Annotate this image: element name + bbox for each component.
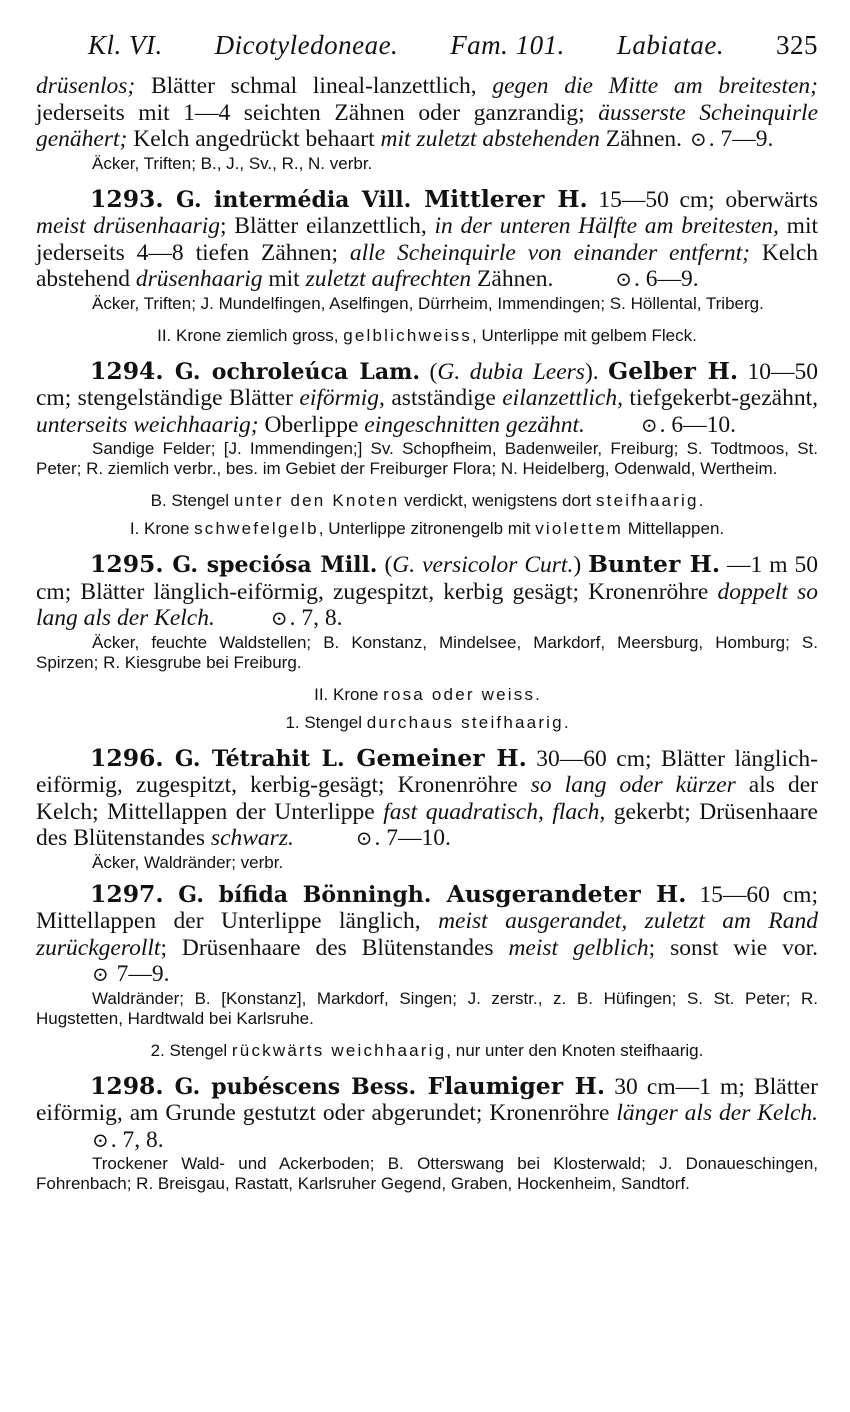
key-heading-II-rose: II. Krone rosa oder weiss.	[314, 684, 540, 704]
annual-symbol-icon: ⊙	[615, 269, 633, 291]
localities-1296: Äcker, Waldränder; verbr.	[92, 852, 284, 872]
header-class: Kl. VI.	[88, 30, 163, 60]
key-heading-1-stiff-haired: 1. Stengel durchaus steifhaarig.	[285, 712, 569, 732]
page-number: 325	[775, 30, 818, 60]
localities-1297: Waldränder; B. [Konstanz], Markdorf, Singen; J. zerstr., z. B. Hüfingen; S. St. Peter; R. Hugstetten, Hardtwald bei Karlsruhe.	[36, 988, 818, 1028]
continued-entry-localities: Äcker, Triften; B., J., Sv., R., N. verbr.	[92, 153, 373, 173]
localities-1293: Äcker, Triften; J. Mundelfingen, Aselfingen, Dürrheim, Immendingen; S. Höllental, Triberg.	[92, 293, 764, 313]
species-entry-1294: 1294. G. ochroleúca Lam. (G. dubia Leers). Gelber H. 10—50 cm; stengelständige Blätter eiförmig, astständige eilanzettlich, tiefgekerbt-gezähnt, unterseits weichhaarig; Oberlippe eingeschnitten gezähnt. ⊙. 6—10.	[36, 356, 818, 438]
annual-symbol-icon: ⊙	[92, 1129, 109, 1152]
header-family-name: Labiatae.	[616, 30, 725, 60]
running-header	[36, 30, 818, 61]
key-heading-2-soft-haired: 2. Stengel rückwärts weichhaarig, nur unter den Knoten steifhaarig.	[150, 1040, 704, 1060]
localities-1298: Trockener Wald- und Ackerboden; B. Otterswang bei Klosterwald; J. Donaueschingen, Fohrenbach; R. Breisgau, Rastatt, Karlsruher Gegend, Graben, Hockenheim, Sandtorf.	[36, 1154, 818, 1193]
annual-symbol-icon: ⊙	[355, 828, 373, 850]
continued-entry-text: drüsenlos; Blätter schmal lineal-lanzettlich, gegen die Mitte am breitesten; jederseits mit 1—4 seichten Zähnen oder ganzrandig; äusserste Scheinquirle genähert; Kelch angedrückt behaart mit zuletzt abstehenden Zähnen. ⊙. 7—9.	[36, 73, 818, 152]
header-family: Fam. 101.	[450, 30, 565, 60]
annual-symbol-icon: ⊙	[270, 608, 288, 630]
species-entry-1297: 1297. G. bífida Bönningh. Ausgerandeter H. 15—60 cm; Mittellappen der Unterlippe länglich, meist ausgerandet, zuletzt am Rand zurückgerollt; Drüsenhaare des Blütenstandes meist gelblich; sonst wie vor. ⊙ 7—9.	[36, 879, 819, 987]
annual-symbol-icon: ⊙	[689, 129, 707, 151]
page	[36, 30, 818, 1194]
key-heading-I-sulphur: I. Krone schwefelgelb, Unterlippe zitronengelb mit violettem Mittellappen.	[129, 519, 725, 538]
key-heading-B: B. Stengel unter den Knoten verdickt, wenigstens dort steifhaarig.	[150, 491, 704, 510]
localities-1295: Äcker, feuchte Waldstellen; B. Konstanz, Mindelsee, Markdorf, Meersburg, Homburg; S. Spirzen; R. Kiesgrube bei Freiburg.	[36, 632, 818, 672]
annual-symbol-icon: ⊙	[92, 964, 109, 986]
species-entry-1295: 1295. G. speciósa Mill. (G. versicolor Curt.) Bunter H. —1 m 50 cm; Blätter länglich-eiförmig, zugespitzt, kerbig gesägt; Kronenröhre doppelt so lang als der Kelch. ⊙. 7, 8.	[36, 550, 819, 631]
species-entry-1293: 1293. G. intermédia Vill. Mittlerer H. 15—50 cm; oberwärts meist drüsenhaarig; Blätter eilanzettlich, in der unteren Hälfte am breitesten, mit jederseits 4—8 tiefen Zähnen; alle Scheinquirle von einander entfernt; Kelch abstehend drüsenhaarig mit zuletzt aufrechten Zähnen. ⊙. 6—9.	[36, 184, 818, 292]
localities-1294: Sandige Felder; [J. Immendingen;] Sv. Schopfheim, Badenweiler, Freiburg; S. Todtmoos, St. Peter; R. ziemlich verbr., bes. im Gebiet der Freiburger Flora; N. Heidelberg, Odenwald, Wertheim.	[36, 439, 818, 478]
species-entry-1298: 1298. G. pubéscens Bess. Flaumiger H. 30 cm—1 m; Blätter eiförmig, am Grunde gestutzt oder abgerundet; Kronenröhre länger als der Kelch.⊙. 7, 8.	[36, 1071, 819, 1153]
key-heading-II-yellowish: II. Krone ziemlich gross, gelblichweiss, Unterlippe mit gelbem Fleck.	[157, 325, 697, 345]
annual-symbol-icon: ⊙	[640, 414, 658, 437]
species-entry-1296: 1296. G. Tétrahit L. Gemeiner H. 30—60 cm; Blätter länglich-eiförmig, zugespitzt, kerbig-gesägt; Kronenröhre so lang oder kürzer als der Kelch; Mittellappen der Unterlippe fast quadratisch, flach, gekerbt; Drüsenhaare des Blütenstandes schwarz. ⊙. 7—10.	[36, 743, 819, 851]
header-subclass: Dicotyledoneae.	[214, 30, 399, 60]
